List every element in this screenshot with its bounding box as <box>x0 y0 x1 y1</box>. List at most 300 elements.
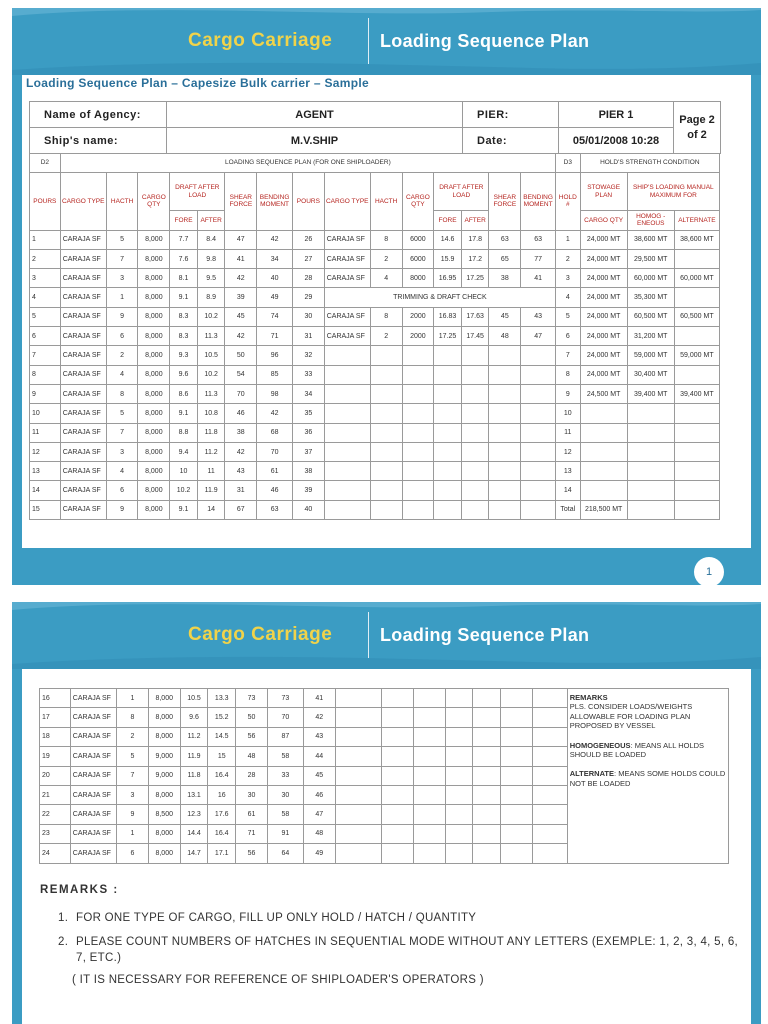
table-cell: 60,000 MT <box>674 269 719 288</box>
table-cell <box>674 288 719 307</box>
table-cell: 38 <box>225 423 257 442</box>
table-cell: 15 <box>208 747 236 766</box>
table-cell <box>402 500 434 519</box>
col-hold: HOLD # <box>556 173 581 230</box>
table-cell <box>335 766 381 785</box>
slide-2 <box>12 602 761 1024</box>
table-cell <box>473 824 501 843</box>
table-cell <box>473 844 501 863</box>
table-cell: 49 <box>303 844 335 863</box>
loading-sequence-table <box>29 153 720 520</box>
table-cell <box>370 500 402 519</box>
table-cell <box>532 805 567 824</box>
col-fore: FORE <box>170 211 198 230</box>
col-cargo-type: CARGO TYPE <box>60 173 106 230</box>
table-cell: CARAJA SF <box>70 824 116 843</box>
table-cell: 65 <box>489 249 521 268</box>
table-cell: 13.3 <box>208 689 236 708</box>
table-cell <box>461 404 489 423</box>
table-cell: CARAJA SF <box>324 327 370 346</box>
table-cell: 17 <box>40 708 71 727</box>
table-cell: 11 <box>197 462 225 481</box>
table-cell: 17.1 <box>208 844 236 863</box>
table-cell: 24,000 MT <box>580 346 627 365</box>
table-cell <box>445 844 473 863</box>
table-cell <box>521 481 556 500</box>
header-info-table <box>29 101 721 154</box>
table-cell <box>521 346 556 365</box>
table-cell: 42 <box>225 442 257 461</box>
table-cell: 73 <box>236 689 268 708</box>
table-cell: 58 <box>267 805 303 824</box>
table-cell: 56 <box>236 727 268 746</box>
table-cell: 7 <box>106 249 138 268</box>
table-cell: 45 <box>489 307 521 326</box>
pier-value: PIER 1 <box>559 102 674 128</box>
table-cell: 12 <box>30 442 61 461</box>
col-stow-qty: CARGO QTY <box>580 211 627 230</box>
table-cell <box>674 327 719 346</box>
table-cell: 77 <box>521 249 556 268</box>
table-cell <box>335 727 381 746</box>
banner-title-right: Loading Sequence Plan <box>380 31 590 51</box>
homogeneous-label: HOMOGENEOUS <box>569 740 631 750</box>
holds-title: HOLD'S STRENGTH CONDITION <box>580 154 719 173</box>
table-cell: 6000 <box>402 249 434 268</box>
table-cell <box>532 689 567 708</box>
table-cell: 1 <box>106 288 138 307</box>
table-cell: 9.6 <box>170 365 198 384</box>
table-cell <box>461 346 489 365</box>
table-cell: 48 <box>236 747 268 766</box>
table-cell <box>473 766 501 785</box>
table-cell <box>627 500 674 519</box>
table-cell: 14 <box>197 500 225 519</box>
table-cell: 70 <box>267 708 303 727</box>
table-cell: 24 <box>40 844 71 863</box>
table-cell: 27 <box>293 249 325 268</box>
table-cell: 33 <box>293 365 325 384</box>
table-cell: 46 <box>303 785 335 804</box>
table-row <box>30 404 720 423</box>
table-cell: 16.4 <box>208 766 236 785</box>
table-cell: 10 <box>556 404 581 423</box>
table-cell: 61 <box>257 462 293 481</box>
table-cell: 16.95 <box>434 269 462 288</box>
table-cell: 9 <box>30 384 61 403</box>
loading-sequence-continuation-table <box>39 688 729 864</box>
table-cell <box>627 481 674 500</box>
table-cell <box>532 785 567 804</box>
table-cell: 11.3 <box>197 384 225 403</box>
table-cell <box>532 824 567 843</box>
table-cell <box>500 747 532 766</box>
table-cell <box>381 766 413 785</box>
table-cell: 28 <box>293 269 325 288</box>
table-cell: 9 <box>117 805 149 824</box>
table-cell: 14 <box>556 481 581 500</box>
table-cell: 30 <box>236 785 268 804</box>
table-cell: 8.9 <box>197 288 225 307</box>
table-cell: 5 <box>30 307 61 326</box>
table-cell: 6 <box>117 844 149 863</box>
table-row <box>30 327 720 346</box>
table-cell <box>580 462 627 481</box>
table-cell <box>370 346 402 365</box>
table-cell: 10 <box>170 462 198 481</box>
table-cell: 73 <box>267 689 303 708</box>
table-cell: 8.6 <box>170 384 198 403</box>
table-cell: 2 <box>556 249 581 268</box>
col-pours-2: POURS <box>293 173 325 230</box>
remarks-box-text: PLS. CONSIDER LOADS/WEIGHTS ALLOWABLE FOR LOADING PLAN PROPOSED BY VESSEL <box>569 702 693 731</box>
table-cell: 70 <box>225 384 257 403</box>
table-cell: 8,500 <box>148 805 180 824</box>
table-cell: 60,500 MT <box>627 307 674 326</box>
table-cell: 6 <box>30 327 61 346</box>
table-cell: 17.45 <box>461 327 489 346</box>
table-cell <box>580 481 627 500</box>
continuation-body <box>40 689 729 864</box>
table-row <box>30 442 720 461</box>
d2-label: D2 <box>30 154 61 173</box>
table-cell: 8,000 <box>148 708 180 727</box>
remarks-box <box>567 689 728 864</box>
loading-sequence-body <box>30 230 720 519</box>
table-cell <box>445 805 473 824</box>
table-cell: 4 <box>106 365 138 384</box>
remarks-box-title: REMARKS <box>569 693 608 702</box>
bottom-bar <box>12 548 761 585</box>
col-cargo-type-2: CARGO TYPE <box>324 173 370 230</box>
table-cell <box>370 462 402 481</box>
col-cargo-qty-2: CARGO QTY <box>402 173 434 230</box>
table-cell: 6000 <box>402 230 434 249</box>
table-cell: CARAJA SF <box>70 785 116 804</box>
table-cell: 2000 <box>402 307 434 326</box>
table-cell: 14 <box>30 481 61 500</box>
table-cell: 10.5 <box>180 689 208 708</box>
table-cell: 68 <box>257 423 293 442</box>
table-cell: 15.2 <box>208 708 236 727</box>
table-cell <box>402 423 434 442</box>
col-after-2: AFTER <box>461 211 489 230</box>
table-cell: 42 <box>225 327 257 346</box>
table-cell: 8,000 <box>148 727 180 746</box>
table-cell <box>434 500 462 519</box>
table-cell <box>413 708 445 727</box>
table-cell: 2 <box>370 249 402 268</box>
table-cell: 91 <box>267 824 303 843</box>
table-cell: 9.6 <box>180 708 208 727</box>
table-cell: CARAJA SF <box>70 844 116 863</box>
table-cell: 3 <box>30 269 61 288</box>
table-cell: 8,000 <box>138 462 170 481</box>
ship-value: M.V.SHIP <box>167 128 463 154</box>
table-cell: 63 <box>521 230 556 249</box>
table-cell <box>674 423 719 442</box>
table-cell <box>335 747 381 766</box>
remarks-item-text: FOR ONE TYPE OF CARGO, FILL UP ONLY HOLD / HATCH / QUANTITY <box>76 912 477 924</box>
table-cell <box>674 500 719 519</box>
table-cell <box>413 747 445 766</box>
table-cell <box>473 708 501 727</box>
table-cell: 34 <box>293 384 325 403</box>
table-cell: 5 <box>106 404 138 423</box>
table-cell: 47 <box>303 805 335 824</box>
table-cell: 17.25 <box>461 269 489 288</box>
table-cell: 60,500 MT <box>674 307 719 326</box>
table-cell: 70 <box>257 442 293 461</box>
table-cell: 9.1 <box>170 288 198 307</box>
table-cell: 2 <box>30 249 61 268</box>
col-shear-2: SHEAR FORCE <box>489 173 521 230</box>
table-row <box>30 249 720 268</box>
table-cell <box>521 500 556 519</box>
table-cell: 39,400 MT <box>627 384 674 403</box>
table-cell <box>445 785 473 804</box>
table-cell <box>324 442 370 461</box>
table-cell <box>434 462 462 481</box>
table-cell: 64 <box>267 844 303 863</box>
table-cell: 8 <box>370 230 402 249</box>
table-cell: 8,000 <box>138 327 170 346</box>
table-cell: 45 <box>303 766 335 785</box>
table-cell <box>500 824 532 843</box>
table-cell <box>324 404 370 423</box>
table-cell <box>489 365 521 384</box>
table-cell <box>445 824 473 843</box>
table-cell: 5 <box>556 307 581 326</box>
table-cell: 8,000 <box>138 500 170 519</box>
table-cell: 34 <box>257 249 293 268</box>
table-cell <box>381 805 413 824</box>
agency-label: Name of Agency: <box>30 102 167 128</box>
table-cell: 12.3 <box>180 805 208 824</box>
table-cell: 61 <box>236 805 268 824</box>
table-cell: 74 <box>257 307 293 326</box>
table-cell: 87 <box>267 727 303 746</box>
table-cell: 9 <box>106 307 138 326</box>
table-cell <box>413 844 445 863</box>
table-cell: 9 <box>106 500 138 519</box>
table-cell: 6 <box>106 481 138 500</box>
table-cell: 41 <box>303 689 335 708</box>
table-cell: CARAJA SF <box>60 442 106 461</box>
remarks-item: 2. PLEASE COUNT NUMBERS OF HATCHES IN SEQUENTIAL MODE WITHOUT ANY LETTERS (EXEMPLE: 1, 2, 3, 4, 5, 6, 7, ETC.) <box>58 935 739 965</box>
table-cell: 4 <box>106 462 138 481</box>
table-cell: 11.3 <box>197 327 225 346</box>
table-cell: CARAJA SF <box>70 727 116 746</box>
table-cell: 13.1 <box>180 785 208 804</box>
table-row <box>30 269 720 288</box>
table-cell <box>532 708 567 727</box>
table-cell: 8.8 <box>170 423 198 442</box>
table-cell <box>370 404 402 423</box>
total-value: 218,500 MT <box>580 500 627 519</box>
table-cell <box>402 462 434 481</box>
table-cell: 5 <box>117 747 149 766</box>
table-cell: 38 <box>293 462 325 481</box>
page-number-badge: 1 <box>694 557 724 585</box>
homogeneous-text: : MEANS ALL HOLDS SHOULD BE LOADED <box>569 740 705 759</box>
table-cell: 38 <box>489 269 521 288</box>
table-row <box>30 288 720 307</box>
table-cell: 24,000 MT <box>580 307 627 326</box>
table-row <box>30 346 720 365</box>
table-cell <box>521 365 556 384</box>
table-cell: CARAJA SF <box>60 404 106 423</box>
table-cell <box>402 404 434 423</box>
table-cell: 14.5 <box>208 727 236 746</box>
table-cell: 8,000 <box>138 346 170 365</box>
banner-title-right-2: Loading Sequence Plan <box>380 625 590 645</box>
table-cell: 8,000 <box>138 365 170 384</box>
page-label: Page 2 of 2 <box>674 102 721 154</box>
table-cell: 35 <box>293 404 325 423</box>
table-cell: 42 <box>303 708 335 727</box>
table-cell <box>381 747 413 766</box>
pier-label: PIER: <box>463 102 559 128</box>
table-row <box>30 230 720 249</box>
table-cell: 24,000 MT <box>580 249 627 268</box>
date-value: 05/01/2008 10:28 <box>559 128 674 154</box>
table-cell <box>434 481 462 500</box>
table-cell <box>402 384 434 403</box>
table-cell: 42 <box>257 404 293 423</box>
table-cell <box>489 462 521 481</box>
table-cell <box>445 708 473 727</box>
table-cell: 8,000 <box>138 404 170 423</box>
table-cell: 8,000 <box>138 423 170 442</box>
table-cell: 9,000 <box>148 766 180 785</box>
remarks-list <box>58 910 750 967</box>
table-row <box>30 500 720 519</box>
table-cell <box>413 824 445 843</box>
col-homog: HOMOG -ENEOUS <box>627 211 674 230</box>
table-cell: 8,000 <box>138 288 170 307</box>
table-cell: 8,000 <box>138 269 170 288</box>
table-cell: 59,000 MT <box>627 346 674 365</box>
table-cell <box>381 689 413 708</box>
table-cell: 47 <box>521 327 556 346</box>
table-cell: 3 <box>556 269 581 288</box>
table-cell: 7 <box>106 423 138 442</box>
table-cell <box>461 481 489 500</box>
table-cell: 9.4 <box>170 442 198 461</box>
table-cell <box>627 462 674 481</box>
table-cell: 36 <box>293 423 325 442</box>
table-cell: 19 <box>40 747 71 766</box>
table-cell <box>434 346 462 365</box>
table-cell <box>489 346 521 365</box>
table-cell <box>402 365 434 384</box>
table-cell: 85 <box>257 365 293 384</box>
table-cell: 24,000 MT <box>580 230 627 249</box>
table-cell <box>627 404 674 423</box>
table-cell: 7.7 <box>170 230 198 249</box>
col-shear: SHEAR FORCE <box>225 173 257 230</box>
table-cell: 11.2 <box>180 727 208 746</box>
table-cell: 71 <box>236 824 268 843</box>
table-cell: 26 <box>293 230 325 249</box>
table-cell: CARAJA SF <box>70 805 116 824</box>
table-cell: CARAJA SF <box>70 766 116 785</box>
table-cell <box>335 689 381 708</box>
table-cell: 47 <box>225 230 257 249</box>
table-cell: 48 <box>303 824 335 843</box>
table-cell: CARAJA SF <box>324 307 370 326</box>
table-cell: 71 <box>257 327 293 346</box>
table-cell: 33 <box>267 766 303 785</box>
table-cell <box>461 500 489 519</box>
table-cell: 63 <box>489 230 521 249</box>
table-cell: 16 <box>208 785 236 804</box>
table-cell <box>445 689 473 708</box>
table-cell: 9,000 <box>148 747 180 766</box>
table-cell <box>381 785 413 804</box>
table-cell <box>473 689 501 708</box>
table-cell: 54 <box>225 365 257 384</box>
table-cell <box>402 442 434 461</box>
table-cell <box>500 805 532 824</box>
table-cell: 16.4 <box>208 824 236 843</box>
table-cell: 43 <box>521 307 556 326</box>
table-cell: 7 <box>30 346 61 365</box>
table-cell: 31 <box>225 481 257 500</box>
table-cell: 13 <box>30 462 61 481</box>
table-cell: CARAJA SF <box>60 462 106 481</box>
remarks-note: ( IT IS NECESSARY FOR REFERENCE OF SHIPLOADER'S OPERATORS ) <box>72 974 484 987</box>
table-cell: 14.4 <box>180 824 208 843</box>
col-draft: DRAFT AFTER LOAD <box>170 173 225 211</box>
table-cell <box>627 423 674 442</box>
table-cell: 9 <box>556 384 581 403</box>
table-cell: 50 <box>236 708 268 727</box>
plan-title: LOADING SEQUENCE PLAN (FOR ONE SHIPLOADER) <box>60 154 555 173</box>
left-border-2 <box>12 669 22 1024</box>
table-cell <box>500 766 532 785</box>
table-cell <box>402 346 434 365</box>
table-cell: 2 <box>117 727 149 746</box>
table-cell <box>335 708 381 727</box>
table-cell <box>473 747 501 766</box>
table-cell: 15 <box>30 500 61 519</box>
table-cell: 17.63 <box>461 307 489 326</box>
table-cell: 40 <box>293 500 325 519</box>
table-cell: 39 <box>225 288 257 307</box>
col-pours: POURS <box>30 173 61 230</box>
table-cell: 2 <box>106 346 138 365</box>
table-cell: 3 <box>106 269 138 288</box>
table-cell: 3 <box>117 785 149 804</box>
table-cell: CARAJA SF <box>60 500 106 519</box>
table-cell <box>532 747 567 766</box>
table-cell: 41 <box>521 269 556 288</box>
remarks-item-text: PLEASE COUNT NUMBERS OF HATCHES IN SEQUENTIAL MODE WITHOUT ANY LETTERS (EXEMPLE: 1, 2, 3, 4, 5, 6, 7, ETC.) <box>76 935 739 965</box>
table-cell: 44 <box>303 747 335 766</box>
left-border <box>12 75 22 548</box>
table-cell <box>413 727 445 746</box>
remarks-section <box>40 884 750 986</box>
table-cell: 11.9 <box>180 747 208 766</box>
table-row <box>40 689 729 708</box>
table-cell: 31 <box>293 327 325 346</box>
ship-label: Ship's name: <box>30 128 167 154</box>
col-bending: BENDING MOMENT <box>257 173 293 230</box>
table-cell <box>335 824 381 843</box>
table-cell <box>370 365 402 384</box>
